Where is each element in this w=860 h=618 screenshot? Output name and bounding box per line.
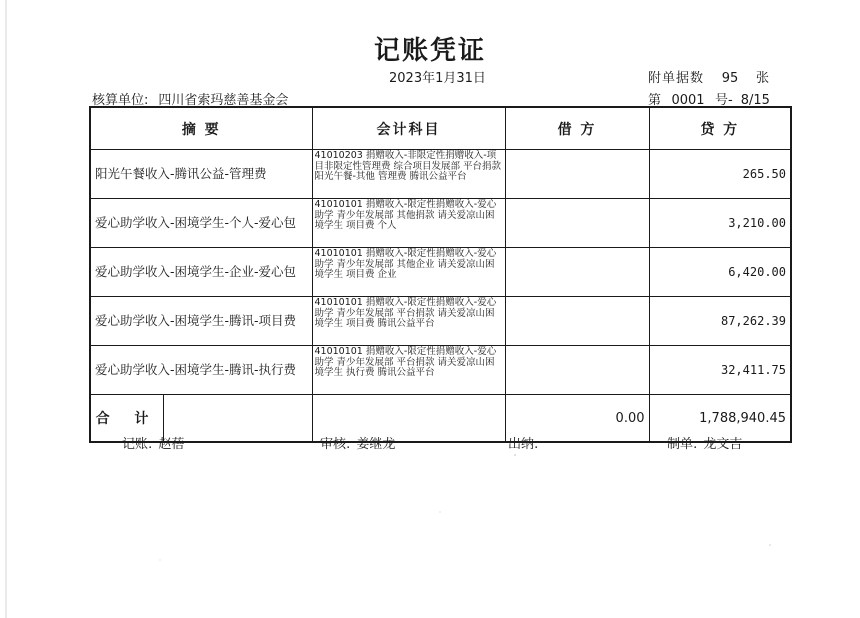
attachments-label: 附单据数	[648, 71, 705, 86]
total-debit: 0.00	[505, 395, 649, 443]
row-account: 41010101 捐赠收入-限定性捐赠收入-爱心助学 青少年发展部 其他捐款 请关爱凉山困境学生 项目费 个人	[312, 199, 505, 248]
row-debit	[505, 199, 649, 248]
table-row	[90, 248, 791, 297]
cashier-label: 出纳:	[508, 437, 539, 452]
signature-reviewer	[320, 433, 395, 452]
row-account: 41010203 捐赠收入-非限定性捐赠收入-项目非限定性管理费 综合项目发展部 平台捐款 阳光午餐-其他 管理费 腾讯公益平台	[312, 150, 505, 199]
table-row	[90, 346, 791, 395]
row-summary: 爱心助学收入-困境学生-腾讯-执行费	[90, 346, 312, 395]
voucher-number-prefix: 第	[648, 93, 662, 108]
row-credit: 6,420.00	[649, 248, 791, 297]
row-credit: 265.50	[649, 150, 791, 199]
signature-preparer	[667, 433, 742, 452]
column-header-credit: 贷 方	[649, 107, 791, 150]
row-debit	[505, 248, 649, 297]
preparer-label: 制单:	[667, 437, 698, 452]
attachments-number: 95	[721, 71, 739, 86]
row-account: 41010101 捐赠收入-限定性捐赠收入-爱心助学 青少年发展部 平台捐款 请关爱凉山困境学生 执行费 腾讯公益平台	[312, 346, 505, 395]
table-header-row	[90, 107, 791, 150]
row-debit	[505, 297, 649, 346]
voucher-title: 记账凭证	[373, 36, 486, 66]
attachments-unit: 张	[756, 71, 770, 86]
accounting-unit-label: 核算单位:	[92, 93, 149, 108]
voucher-page: 8/15	[740, 93, 770, 108]
row-summary: 阳光午餐收入-腾讯公益-管理费	[90, 150, 312, 199]
row-summary: 爱心助学收入-困境学生-企业-爱心包	[90, 248, 312, 297]
preparer-name: 龙文吉	[703, 437, 743, 452]
column-header-summary: 摘 要	[90, 107, 312, 150]
row-credit: 32,411.75	[649, 346, 791, 395]
row-summary: 爱心助学收入-困境学生-腾讯-项目费	[90, 297, 312, 346]
signature-cashier	[508, 433, 544, 452]
row-debit	[505, 346, 649, 395]
attachments-count	[648, 67, 769, 86]
table-row	[90, 199, 791, 248]
reviewer-label: 审核:	[320, 437, 351, 452]
table-row	[90, 297, 791, 346]
accounting-unit-name: 四川省索玛慈善基金会	[158, 93, 289, 108]
total-credit: 1,788,940.45	[649, 395, 791, 443]
row-account: 41010101 捐赠收入-限定性捐赠收入-爱心助学 青少年发展部 平台捐款 请关爱凉山困境学生 项目费 腾讯公益平台	[312, 297, 505, 346]
voucher-date: 2023年1月31日	[389, 71, 486, 86]
row-summary: 爱心助学收入-困境学生-个人-爱心包	[90, 199, 312, 248]
bookkeeper-label: 记账:	[122, 437, 153, 452]
signature-bookkeeper	[122, 433, 184, 452]
column-header-debit: 借 方	[505, 107, 649, 150]
voucher-table	[89, 106, 792, 443]
row-credit: 87,262.39	[649, 297, 791, 346]
table-row	[90, 150, 791, 199]
bookkeeper-name: 赵蓓	[158, 437, 185, 452]
voucher-number-suffix: 号-	[715, 93, 733, 108]
voucher-number-value: 0001	[671, 93, 705, 108]
row-account: 41010101 捐赠收入-限定性捐赠收入-爱心助学 青少年发展部 其他企业 请关爱凉山困境学生 项目费 企业	[312, 248, 505, 297]
row-debit	[505, 150, 649, 199]
total-label-text: 合 计	[91, 395, 164, 441]
row-credit: 3,210.00	[649, 199, 791, 248]
column-header-account: 会计科目	[312, 107, 505, 150]
reviewer-name: 姜继龙	[356, 437, 396, 452]
